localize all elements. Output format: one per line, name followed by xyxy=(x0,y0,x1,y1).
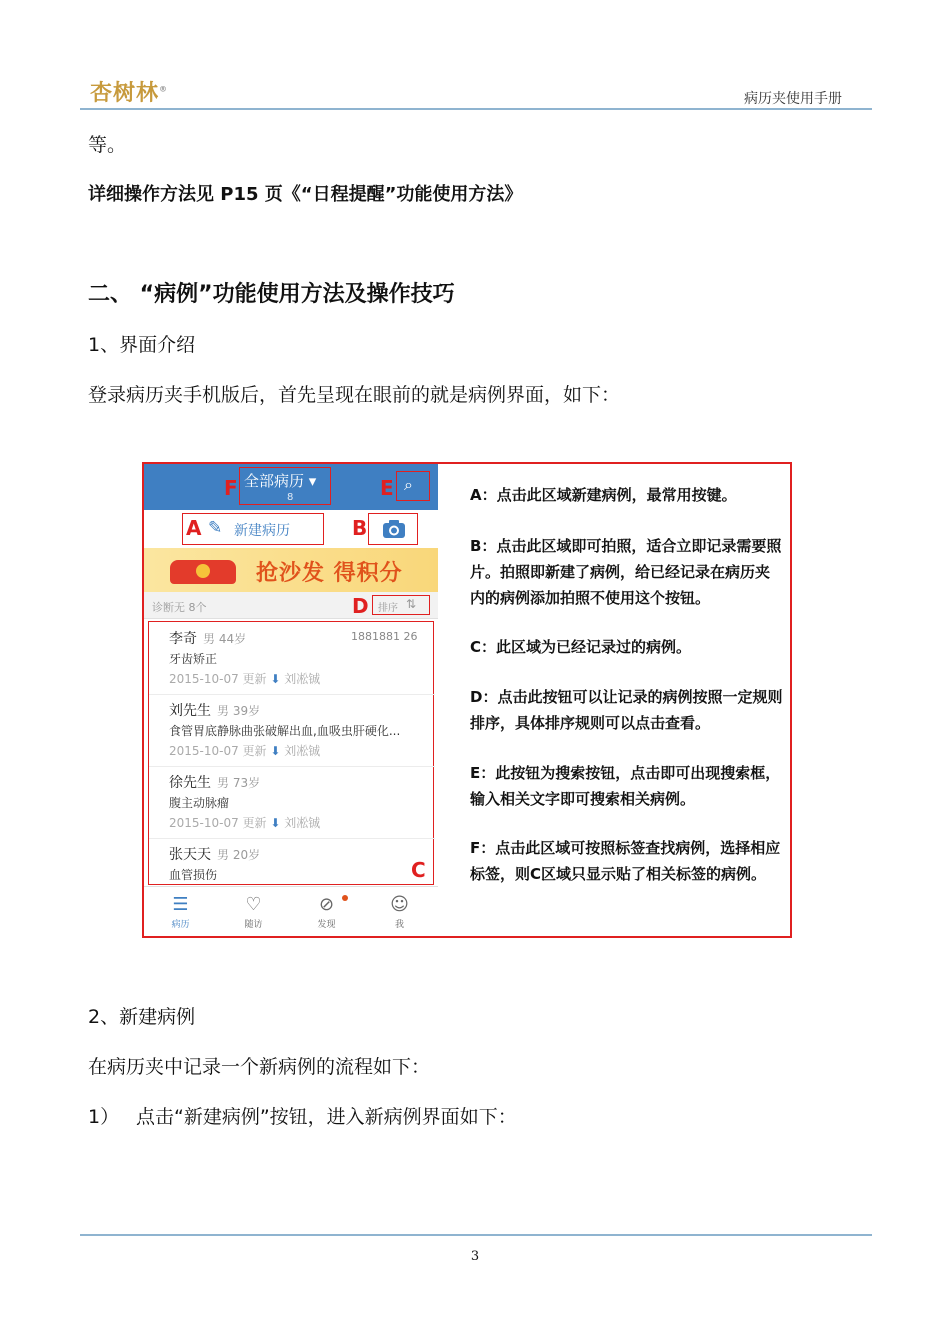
filter-bar xyxy=(144,592,438,619)
patient-meta: 男 44岁 xyxy=(203,632,247,646)
label-c: C xyxy=(411,858,426,882)
label-b: B xyxy=(352,516,368,540)
coin-icon xyxy=(196,564,210,578)
running-title: 病历夹使用手册 xyxy=(744,91,842,107)
sort-icon[interactable]: ⇅ xyxy=(406,597,417,611)
diagnosis: 血管损伤 xyxy=(169,868,218,882)
patient-name: 张天天 xyxy=(169,847,211,863)
notification-dot xyxy=(342,895,348,901)
new-case-button[interactable]: 新建病历 xyxy=(234,523,290,539)
label-e: E xyxy=(380,476,394,500)
update-info: 2015-10-07 更新 ⬇ 刘凇铖 xyxy=(169,672,321,686)
phone-screenshot xyxy=(144,464,438,936)
camera-icon[interactable] xyxy=(382,519,406,539)
flow-paragraph: 在病历夹中记录一个新病例的流程如下： xyxy=(88,1056,431,1078)
patient-name: 刘先生 xyxy=(169,703,211,719)
download-icon: ⬇ xyxy=(270,744,281,758)
download-icon: ⬇ xyxy=(270,672,281,686)
annotation-f: F：点击此区域可按照标签查找病例，选择相应标签，则C区域只显示贴了相关标签的病例。 xyxy=(470,839,781,883)
banner-text: 抢沙发 得积分 xyxy=(256,561,403,586)
header-divider xyxy=(80,108,872,110)
all-cases-dropdown[interactable]: 全部病历 ▾ xyxy=(244,472,317,490)
case-list xyxy=(148,621,434,885)
label-a: A xyxy=(186,516,202,540)
label-f: F xyxy=(224,476,238,500)
patient-name: 李奇 xyxy=(169,631,197,647)
sort-button[interactable]: 排序 xyxy=(378,603,398,614)
patient-meta: 男 73岁 xyxy=(217,776,261,790)
subheading-new-case: 2、新建病例 xyxy=(88,1006,196,1028)
annotation-e: E：此按钮为搜索按钮，点击即可出现搜索框，输入相关文字即可搜索相关病例。 xyxy=(470,764,781,808)
annotation-b: B：点击此区域即可拍照，适合立即记录需要照片。拍照即新建了病例，给已经记录在病历夹内的病例添加拍照不使用这个按钮。 xyxy=(470,537,782,607)
filter-label: 诊断无 8个 xyxy=(152,601,207,614)
patient-meta: 男 20岁 xyxy=(217,848,261,862)
step-1-text: 点击“新建病例”按钮，进入新病例界面如下： xyxy=(136,1106,517,1128)
search-icon[interactable]: ⌕ xyxy=(404,475,413,494)
tab-cases[interactable]: ☰ 病历 xyxy=(171,894,190,930)
page-number: 3 xyxy=(470,1249,480,1264)
person-icon: ☺ xyxy=(390,894,409,915)
phone-header xyxy=(144,464,438,510)
subheading-interface: 1、界面介绍 xyxy=(88,334,196,356)
body-line-1: 等。 xyxy=(88,134,127,156)
tab-me[interactable]: ☺ 我 xyxy=(390,894,409,930)
diagnosis: 腹主动脉瘤 xyxy=(169,796,230,810)
update-info: 2015-10-07 更新 ⬇ 刘凇铖 xyxy=(169,816,321,830)
case-count: 8 xyxy=(287,492,294,503)
case-row[interactable] xyxy=(149,766,435,839)
patient-extra: 1881881 26 xyxy=(351,630,418,643)
clipboard-icon: ☰ xyxy=(172,894,189,915)
heart-icon: ♡ xyxy=(245,894,262,915)
annotation-c: C：此区域为已经记录过的病例。 xyxy=(470,638,692,656)
diagnosis: 食管胃底静脉曲张破解出血,血吸虫肝硬化... xyxy=(169,724,401,738)
pencil-icon: ✎ xyxy=(208,518,223,538)
reference-line: 详细操作方法见 P15 页《“日程提醒”功能使用方法》 xyxy=(88,184,523,205)
diagnosis: 牙齿矫正 xyxy=(169,652,218,666)
compass-icon: ⊘ xyxy=(318,894,335,915)
patient-meta: 男 39岁 xyxy=(217,704,261,718)
bottom-tab-bar xyxy=(144,886,438,936)
download-icon: ⬇ xyxy=(270,816,281,830)
step-1-number: 1） xyxy=(88,1106,120,1128)
tab-followup[interactable]: ♡ 随访 xyxy=(244,894,263,930)
case-row[interactable] xyxy=(149,694,435,767)
annotation-a: A：点击此区域新建病例，最常用按键。 xyxy=(470,486,737,504)
patient-name: 徐先生 xyxy=(169,775,211,791)
footer-divider xyxy=(80,1234,872,1236)
logo: 杏树林® xyxy=(90,81,169,106)
label-d: D xyxy=(352,594,369,618)
case-row[interactable] xyxy=(149,622,435,695)
tab-discover[interactable]: ⊘ 发现 xyxy=(290,887,363,936)
update-info: 2015-10-07 更新 ⬇ 刘凇铖 xyxy=(169,744,321,758)
new-case-bar xyxy=(144,510,438,549)
annotation-d: D：点击此按钮可以让记录的病例按照一定规则排序，具体排序规则可以点击查看。 xyxy=(470,688,783,732)
section-title: 二、 “病例”功能使用方法及操作技巧 xyxy=(88,282,455,307)
promo-banner[interactable] xyxy=(144,548,438,592)
intro-paragraph: 登录病历夹手机版后，首先呈现在眼前的就是病例界面，如下： xyxy=(88,384,621,406)
